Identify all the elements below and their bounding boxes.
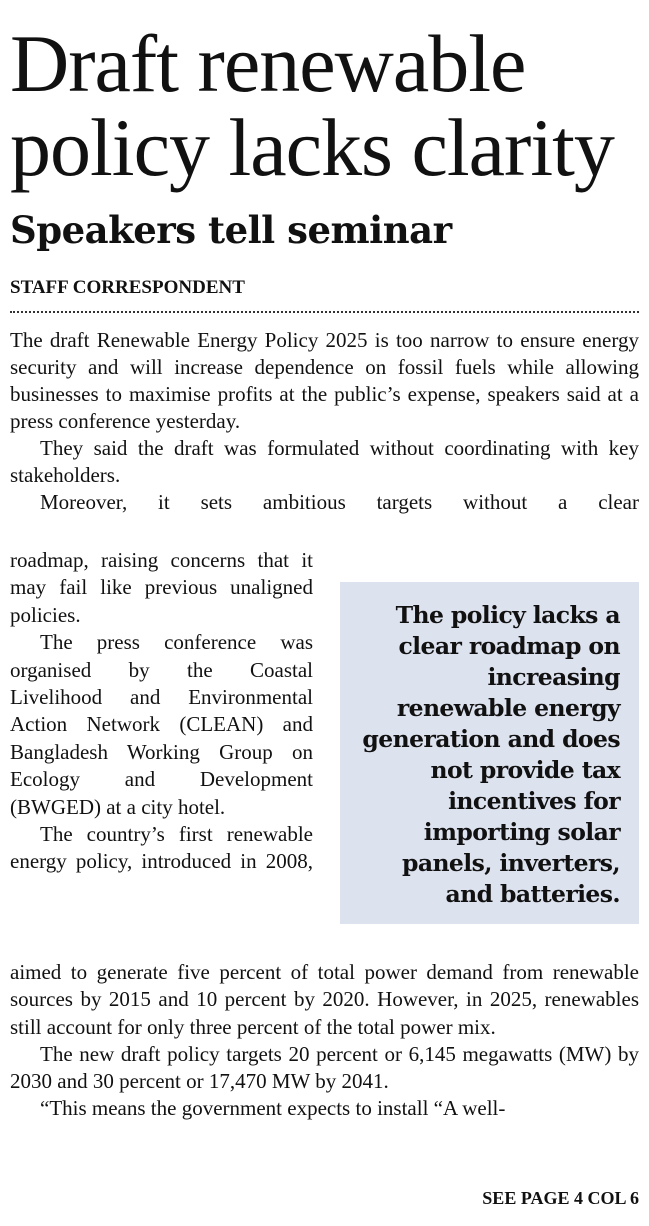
- body-paragraph: The press conference was organised by the Coastal Livelihood and Environmental Action Network (CLEAN) and Bangladesh Working Group on Ecology and Development (BWGED) at a city hotel.: [10, 630, 313, 819]
- body-paragraph: They said the draft was formulated without coordinating with key stakeholders.: [10, 436, 639, 487]
- article-body-bottom: [10, 959, 639, 1123]
- article-body-column: [10, 547, 313, 876]
- body-paragraph: Moreover, it sets ambitious targets without a clear: [40, 490, 639, 514]
- article-body-top: [10, 327, 639, 516]
- body-paragraph: aimed to generate five percent of total power demand from renewable sources by 2015 and 10 percent by 2020. However, in 2025, renewables still account for only three percent of the total power mix.: [10, 960, 639, 1039]
- body-paragraph: The draft Renewable Energy Policy 2025 is too narrow to ensure energy security and will increase dependence on fossil fuels while allowing businesses to maximise profits at the public’s expense, speakers said at a press conference yesterday.: [10, 328, 639, 433]
- dotted-divider: [10, 311, 639, 313]
- subheadline: Speakers tell seminar: [10, 208, 452, 252]
- body-paragraph: roadmap, raising concerns that it may fail like previous unaligned policies.: [10, 548, 313, 627]
- byline: STAFF CORRESPONDENT: [10, 277, 245, 298]
- body-paragraph: The country’s first renewable energy policy, introduced in 2008,: [10, 822, 313, 874]
- continuation-link[interactable]: SEE PAGE 4 COL 6: [482, 1188, 639, 1208]
- article: [10, 0, 639, 1226]
- body-paragraph: “This means the government expects to install “A well-: [40, 1096, 506, 1121]
- headline: Draft renewable policy lacks clarity: [10, 18, 614, 193]
- pull-quote: The policy lacks a clear roadmap on increasing renewable energy generation and does not provide tax incentives for importing solar panels, inverters, and batteries.: [362, 601, 620, 908]
- body-paragraph: The new draft policy targets 20 percent or 6,145 megawatts (MW) by 2030 and 30 percent or 17,470 MW by 2041.: [10, 1041, 639, 1094]
- pull-quote-box: [340, 582, 639, 924]
